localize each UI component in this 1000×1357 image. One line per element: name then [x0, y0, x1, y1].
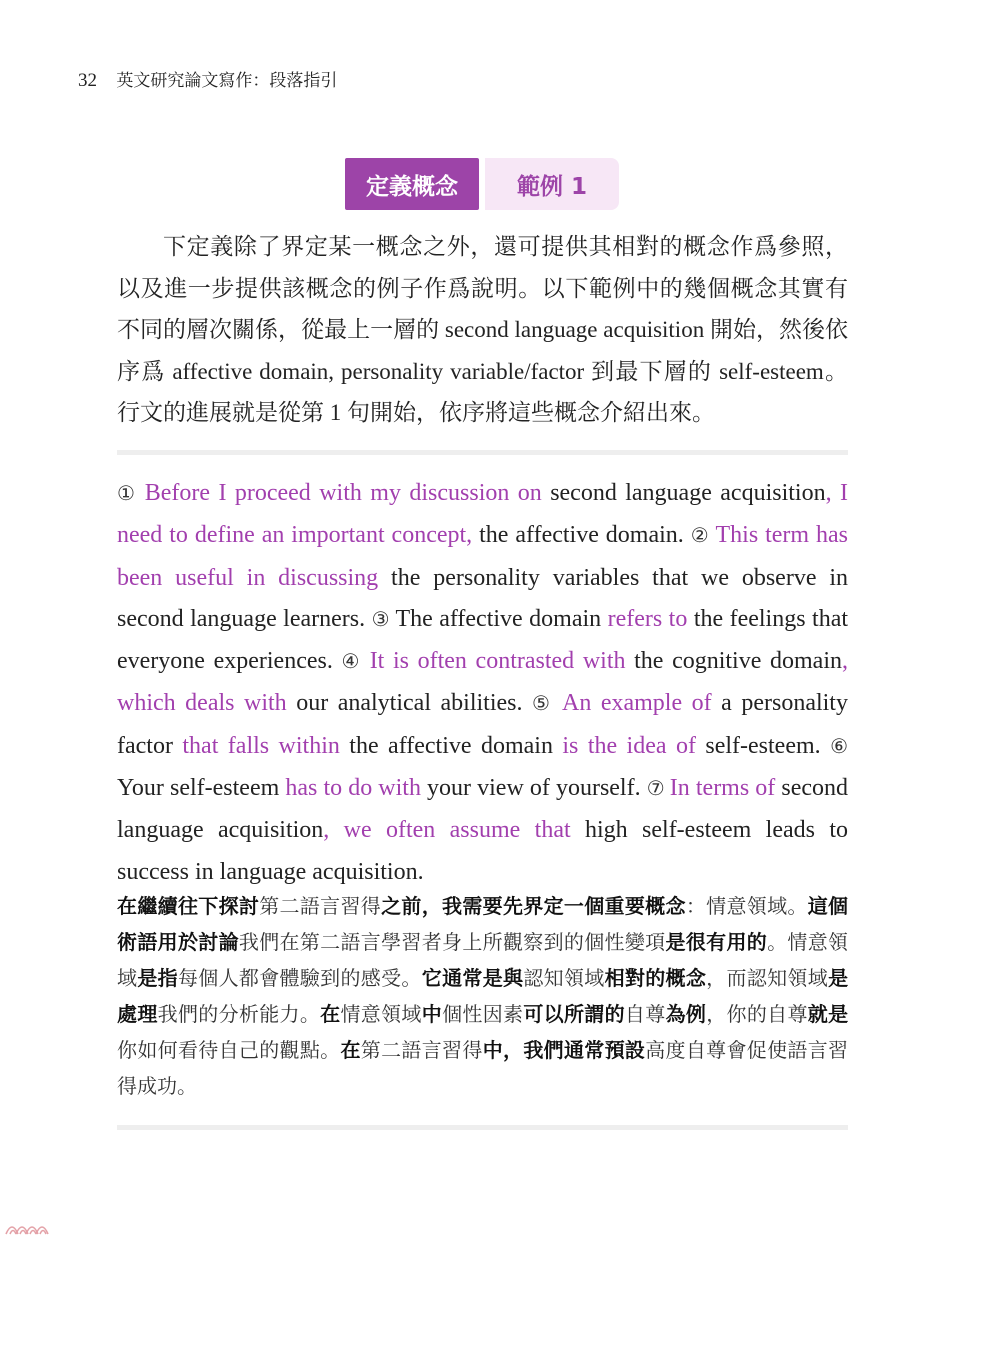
- translation-text: ：情意領域。: [685, 894, 808, 918]
- intro-paragraph: 下定義除了界定某一概念之外，還可提供其相對的概念作爲參照，以及進一步提供該概念的例子作爲說明。以下範例中的幾個概念其實有不同的層次關係，從最上一層的 second language acquisition 開始，然後依序爲 affective domain, personality variable/factor 到最下層的 self-esteem。行文的進展就是從第 1 句開始，依序將這些概念介紹出來。: [117, 234, 848, 425]
- example-text: the affective domain.: [472, 522, 691, 549]
- highlighted-phrase: is the idea of: [562, 732, 696, 759]
- bottom-divider: [117, 1125, 848, 1130]
- example-text: the cognitive domain: [625, 648, 842, 675]
- translation-key-phrase: 在: [320, 1002, 341, 1026]
- example-number-tag: 範例 1: [485, 158, 619, 210]
- sentence-number: ⑤: [532, 693, 562, 716]
- page-number: 32: [78, 70, 97, 91]
- highlighted-phrase: An example of: [561, 690, 712, 717]
- category-tag: 定義概念: [345, 158, 479, 210]
- translation-text: ，而認知領域: [706, 966, 829, 990]
- translation-text: 每個人都會體驗到的感受。: [177, 966, 422, 990]
- translation-key-phrase: 中: [421, 1002, 443, 1026]
- highlighted-phrase: It is often contrasted with: [369, 648, 626, 675]
- example-text: the personality variables that we observe in second language learners.: [117, 564, 848, 632]
- translation-key-phrase: 在繼續往下探討: [117, 894, 260, 918]
- top-divider: [117, 450, 848, 455]
- translation-text: 自尊: [624, 1002, 666, 1026]
- highlighted-phrase: Before I proceed with my discussion on: [144, 480, 542, 506]
- sentence-number: ③: [371, 608, 396, 631]
- translation-key-phrase: 是指: [137, 966, 178, 990]
- example-text: The affective domain: [395, 605, 608, 632]
- translation-key-phrase: 在: [340, 1038, 361, 1062]
- highlighted-phrase: , we often assume that: [323, 817, 571, 844]
- example-text: second language acquisition: [117, 775, 849, 844]
- translation-text: 我們的分析能力。: [157, 1002, 321, 1026]
- translation-key-phrase: 是很有用的: [665, 930, 768, 954]
- translation-text: 第二語言習得: [360, 1038, 483, 1062]
- sentence-number: ⑦: [646, 778, 670, 801]
- translation-text: 第二語言習得: [259, 894, 382, 918]
- highlighted-phrase: In terms of: [669, 775, 776, 802]
- section-label: [345, 158, 619, 210]
- translation-key-phrase: 就是: [807, 1002, 849, 1026]
- translation-text: 我們在第二語言學習者身上所觀察到的個性變項: [238, 930, 666, 954]
- example-text: your view of yourself.: [420, 775, 647, 802]
- translation-key-phrase: 為例: [665, 1002, 707, 1026]
- translation-key-phrase: 是處理: [117, 966, 849, 1026]
- highlighted-phrase: has to do with: [285, 775, 421, 802]
- wave-ornament-icon: [4, 1218, 50, 1236]
- translation-key-phrase: 之前，我需要先界定一個重要概念: [381, 894, 686, 918]
- example-text: self-esteem.: [695, 732, 831, 759]
- example-text: the feelings that everyone experiences.: [117, 605, 849, 675]
- translation-text: 個性因素: [442, 1002, 524, 1026]
- translation-key-phrase: 中，我們通常預設: [482, 1038, 646, 1062]
- highlighted-phrase: refers to: [607, 605, 688, 632]
- translation-text: 你如何看待自己的觀點。: [117, 1038, 341, 1062]
- translation-paragraph: [117, 888, 848, 1104]
- translation-key-phrase: 相對的概念: [604, 966, 707, 990]
- book-title: 英文研究論文寫作：段落指引: [116, 71, 338, 91]
- sentence-number: ⑥: [830, 735, 849, 758]
- example-text: our analytical abilities.: [286, 690, 533, 717]
- translation-text: 情意領域: [340, 1002, 422, 1026]
- example-text: high self-esteem leads to success in language acquisition.: [117, 817, 848, 885]
- highlighted-phrase: , which deals with: [117, 648, 848, 717]
- highlighted-phrase: that falls within: [182, 732, 340, 759]
- sentence-number: ④: [341, 651, 370, 674]
- highlighted-phrase: , I need to define an important concept,: [117, 480, 848, 549]
- translation-key-phrase: 它通常是與: [421, 966, 524, 990]
- translation-text: 高度自尊會促使語言習得成功。: [117, 1038, 849, 1098]
- translation-key-phrase: 可以所謂的: [523, 1002, 625, 1026]
- example-paragraph: [117, 473, 848, 893]
- sentence-number: ①: [117, 483, 145, 505]
- example-text: the affective domain: [339, 732, 563, 759]
- running-head: [78, 66, 337, 92]
- translation-text: 認知領域: [523, 966, 605, 990]
- translation-text: 。情意領域: [117, 930, 849, 990]
- example-text: second language acquisition: [541, 480, 826, 506]
- example-text: Your self-esteem: [117, 775, 286, 802]
- translation-key-phrase: 這個術語用於討論: [117, 894, 849, 954]
- highlighted-phrase: This term has been useful in discussing: [117, 522, 849, 591]
- example-text: a personality factor: [117, 690, 848, 759]
- sentence-number: ②: [690, 525, 716, 548]
- translation-text: ，你的自尊: [706, 1002, 808, 1026]
